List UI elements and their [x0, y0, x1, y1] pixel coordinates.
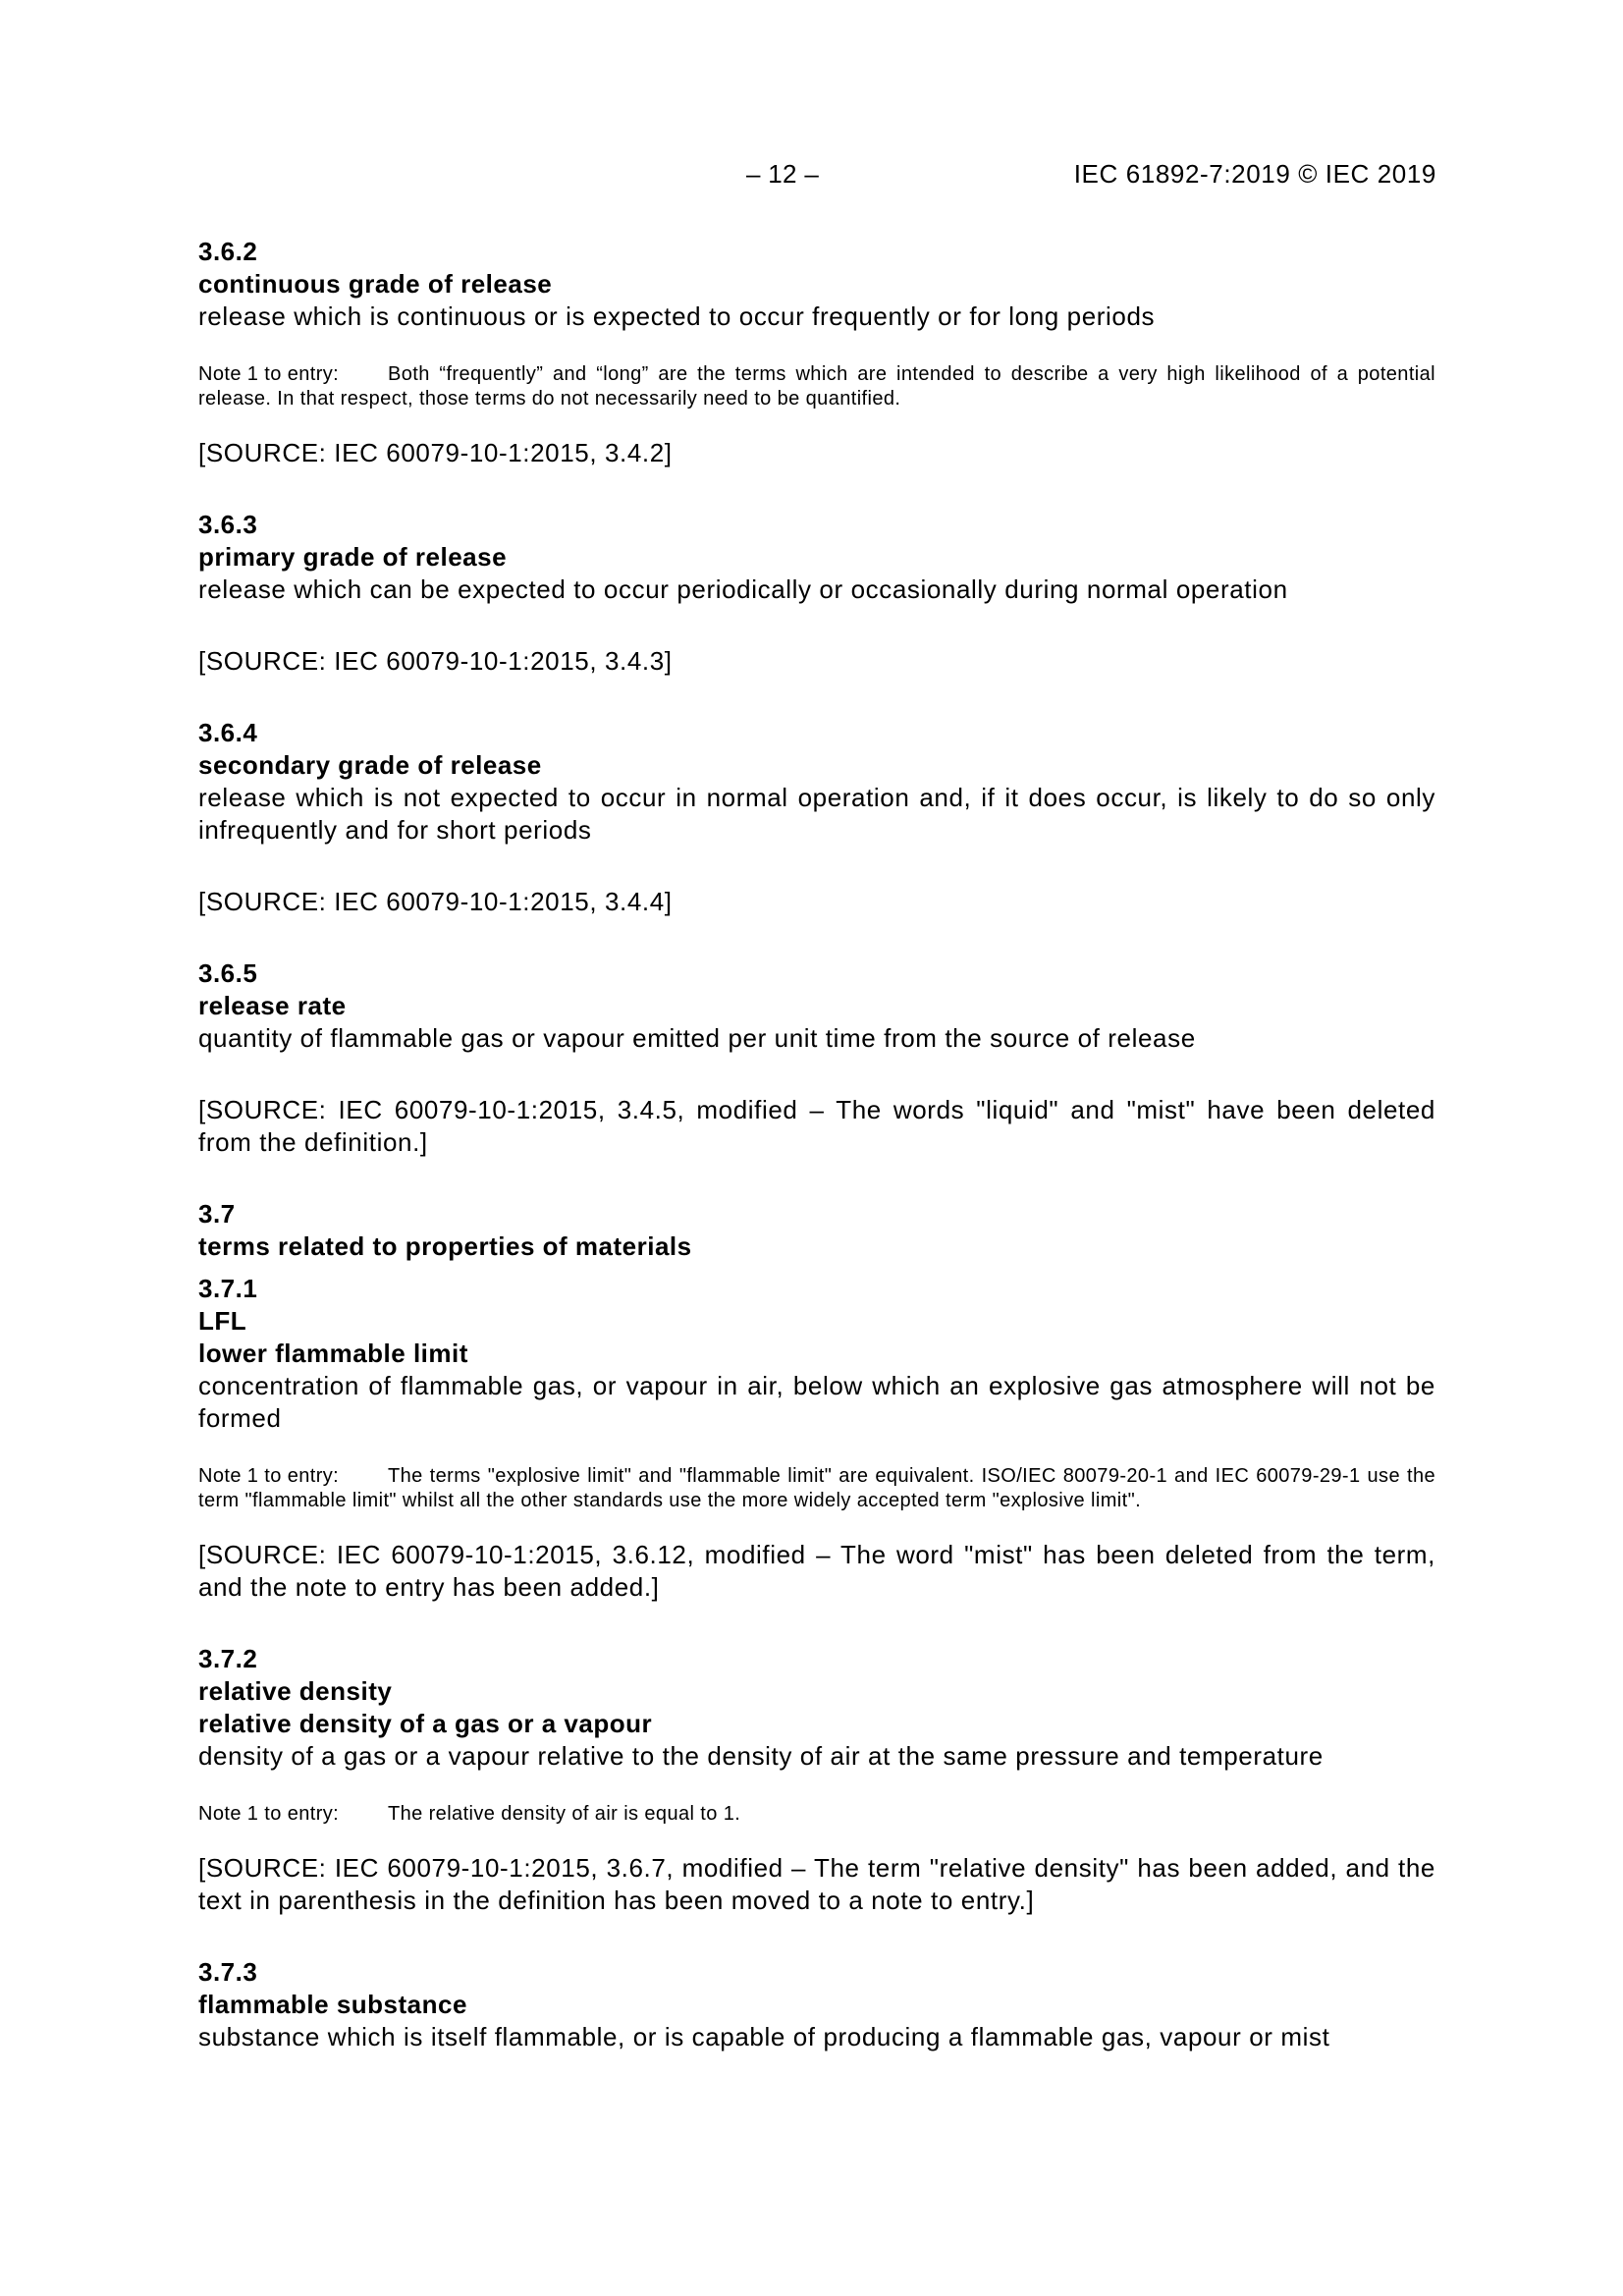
definition: quantity of flammable gas or vapour emitted per unit time from the source of release [198, 1023, 1196, 1053]
term: relative density [198, 1676, 393, 1706]
document-body [198, 236, 1435, 2053]
term: secondary grade of release [198, 750, 542, 780]
note-label: Note 1 to entry: [198, 1465, 340, 1487]
clause-number: 3.7.3 [198, 1957, 258, 1987]
definition: density of a gas or a vapour relative to the density of air at the same pressure and temperature [198, 1741, 1324, 1771]
clause-number: 3.6.5 [198, 958, 258, 988]
term-alternative: lower flammable limit [198, 1339, 468, 1368]
term-entry-3-7-3 [198, 1956, 1435, 2053]
page-number: – 12 – [746, 159, 820, 189]
clause-number: 3.7 [198, 1199, 236, 1229]
clause-number: 3.6.4 [198, 718, 258, 747]
term: release rate [198, 991, 347, 1020]
source-reference: [SOURCE: IEC 60079-10-1:2015, 3.4.4] [198, 887, 673, 916]
clause-number: 3.6.2 [198, 237, 258, 266]
source-reference: [SOURCE: IEC 60079-10-1:2015, 3.6.12, modified – The word "mist" has been deleted from the term, and the note to entry has been added.] [198, 1540, 1435, 1602]
note-to-entry [198, 362, 1435, 411]
note-to-entry [198, 1464, 1435, 1513]
term-entry-3-6-3 [198, 509, 1435, 678]
term-alternative: relative density of a gas or a vapour [198, 1709, 653, 1738]
note-label: Note 1 to entry: [198, 363, 340, 385]
term: LFL [198, 1306, 247, 1336]
note-to-entry [198, 1802, 1435, 1827]
note-text: The relative density of air is equal to 1. [388, 1803, 741, 1825]
note-text: The terms "explosive limit" and "flammable limit" are equivalent. ISO/IEC 80079-20-1 and IEC 60079-29-1 use the term "flammable limit" whilst all the other standards use the more widely accepted term "explosive limit". [198, 1465, 1435, 1511]
source-reference: [SOURCE: IEC 60079-10-1:2015, 3.4.5, modified – The words "liquid" and "mist" have been deleted from the definition.] [198, 1095, 1435, 1157]
definition: release which is continuous or is expected to occur frequently or for long periods [198, 301, 1156, 331]
clause-number: 3.6.3 [198, 510, 258, 539]
source-reference: [SOURCE: IEC 60079-10-1:2015, 3.4.2] [198, 438, 673, 467]
definition: release which is not expected to occur in normal operation and, if it does occur, is likely to do so only infrequently and for short periods [198, 783, 1435, 845]
definition: concentration of flammable gas, or vapour in air, below which an explosive gas atmosphere will not be formed [198, 1371, 1435, 1433]
clause-number: 3.7.1 [198, 1274, 258, 1303]
term-entry-3-6-5 [198, 957, 1435, 1159]
definition: release which can be expected to occur periodically or occasionally during normal operation [198, 574, 1288, 604]
term-entry-3-6-2 [198, 236, 1435, 469]
note-label: Note 1 to entry: [198, 1803, 340, 1825]
term: primary grade of release [198, 542, 508, 572]
term-entry-3-6-4 [198, 717, 1435, 918]
source-reference: [SOURCE: IEC 60079-10-1:2015, 3.6.7, modified – The term "relative density" has been added, and the text in parenthesis in the definition has been moved to a note to entry.] [198, 1853, 1435, 1915]
clause-number: 3.7.2 [198, 1644, 258, 1673]
section-3-7 [198, 1198, 1435, 1263]
term: continuous grade of release [198, 269, 553, 299]
term: flammable substance [198, 1990, 467, 2019]
source-reference: [SOURCE: IEC 60079-10-1:2015, 3.4.3] [198, 646, 673, 676]
definition: substance which is itself flammable, or is capable of producing a flammable gas, vapour or mist [198, 2022, 1330, 2051]
note-text: Both “frequently” and “long” are the terms which are intended to describe a very high likelihood of a potential release. In that respect, those terms do not necessarily need to be quantified. [198, 363, 1435, 410]
document-reference: IEC 61892-7:2019 © IEC 2019 [1073, 159, 1436, 189]
section-title: terms related to properties of materials [198, 1231, 692, 1261]
term-entry-3-7-1 [198, 1273, 1435, 1604]
term-entry-3-7-2 [198, 1643, 1435, 1917]
